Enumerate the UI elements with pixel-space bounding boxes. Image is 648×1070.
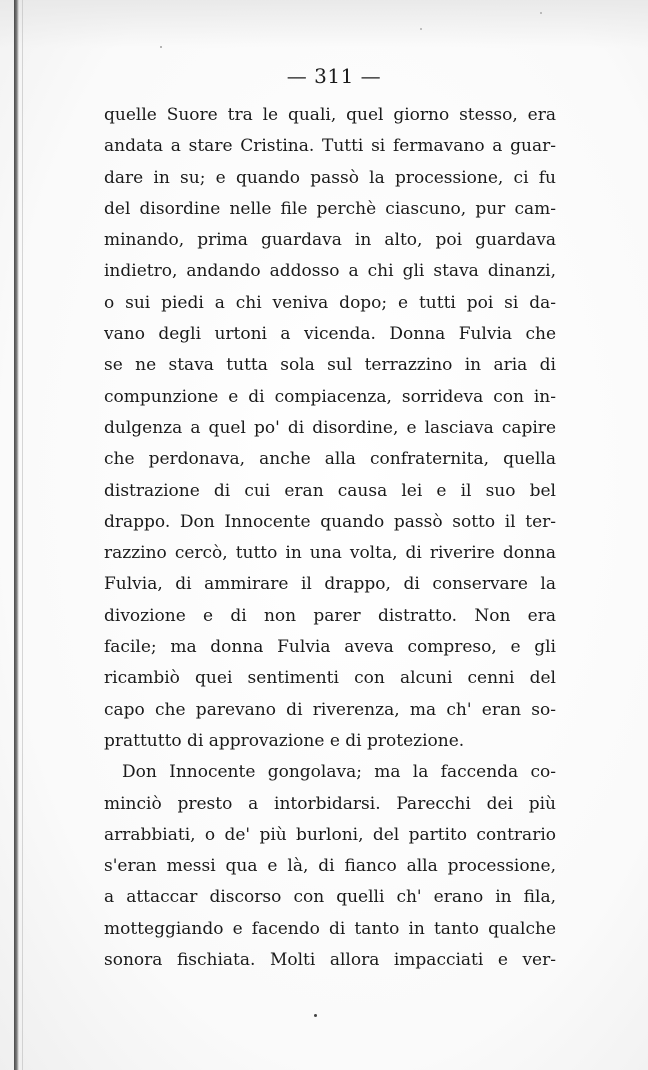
- text-line: facile; ma donna Fulvia aveva compreso, e gli: [104, 637, 556, 658]
- text-line: ricambiò quei sentimenti con alcuni cenni del: [104, 668, 556, 689]
- paper-speck: [314, 1014, 317, 1017]
- text-line: arrabbiati, o de' più burloni, del partito contrario: [104, 824, 556, 845]
- text-line: che perdonava, anche alla confraternita, quella: [104, 449, 556, 470]
- text-line: minando, prima guardava in alto, poi guardava: [104, 230, 556, 251]
- text-line: s'eran messi qua e là, di fianco alla processione,: [104, 856, 556, 877]
- text-line: a attaccar discorso con quelli ch' erano in fila,: [104, 887, 556, 908]
- text-line: se ne stava tutta sola sul terrazzino in aria di: [104, 355, 556, 376]
- page-number: [0, 64, 648, 88]
- text-line: o sui piedi a chi veniva dopo; e tutti poi si da-: [104, 292, 556, 313]
- text-line: motteggiando e facendo di tanto in tanto qualche: [104, 918, 556, 939]
- binding-edge: [14, 0, 19, 1070]
- body-text: [104, 100, 556, 976]
- text-line: compunzione e di compiacenza, sorrideva con in-: [104, 386, 556, 407]
- text-line: drappo. Don Innocente quando passò sotto il ter-: [104, 511, 556, 532]
- text-line: minciò presto a intorbidarsi. Parecchi dei più: [104, 793, 556, 814]
- text-line-paragraph-end: prattutto di approvazione e di protezione.: [104, 730, 465, 751]
- text-line: distrazione di cui eran causa lei e il suo bel: [104, 480, 556, 501]
- text-line: Fulvia, di ammirare il drappo, di conservare la: [104, 574, 556, 595]
- text-line: indietro, andando addosso a chi gli stava dinanzi,: [104, 261, 556, 282]
- text-line: divozione e di non parer distratto. Non era: [104, 605, 556, 626]
- binding-edge-line: [22, 0, 23, 1070]
- text-line: quelle Suore tra le quali, quel giorno stesso, era: [104, 105, 556, 125]
- text-line: capo che parevano di riverenza, ma ch' eran so-: [104, 699, 556, 720]
- page-top-shading: [0, 0, 648, 48]
- text-line-paragraph-start: Don Innocente gongolava; ma la faccenda co-: [122, 762, 556, 783]
- text-line: dulgenza a quel po' di disordine, e lasciava capire: [104, 417, 556, 438]
- text-line: andata a stare Cristina. Tutti si fermavano a guar-: [104, 136, 556, 157]
- text-line: razzino cercò, tutto in una volta, di riverire donna: [104, 543, 556, 564]
- text-line: dare in su; e quando passò la processione, ci fu: [104, 167, 556, 188]
- page-number-text: — 311 —: [286, 64, 382, 88]
- text-line: del disordine nelle file perchè ciascuno, pur cam-: [104, 198, 556, 219]
- text-line: sonora fischiata. Molti allora impacciati e ver-: [104, 950, 556, 971]
- text-line: vano degli urtoni a vicenda. Donna Fulvia che: [104, 324, 556, 345]
